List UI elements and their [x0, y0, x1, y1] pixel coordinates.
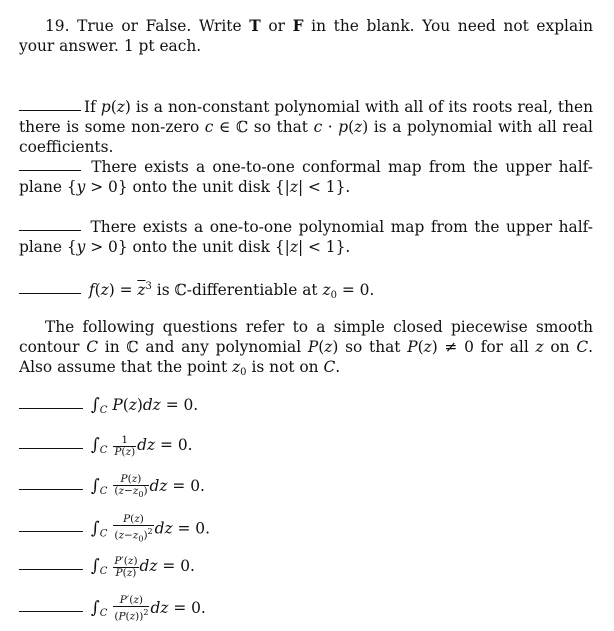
answer-blank-8[interactable]	[19, 531, 83, 532]
answer-blank-3[interactable]	[19, 230, 81, 231]
integral-item-5: $\int_C$ $\frac{P'(z)}{P(z)}$ dz = 0.	[19, 555, 593, 577]
tf-statement-4: $f(z) = \overline{z}^3$ is ℂ-differentiable at $z_0 = 0$.	[19, 277, 593, 306]
contour-intro: The following questions refer to a simple closed piecewise smooth contour C in ℂ and any polynomial P(z) so that P(z) ≠ 0 for all z on C. Also assume that the point $z_0$ is not on C.	[19, 318, 593, 378]
question-number: 19.	[45, 17, 70, 35]
answer-blank-6[interactable]	[19, 448, 83, 449]
answer-blank-10[interactable]	[19, 611, 83, 612]
answer-blank-9[interactable]	[19, 569, 83, 570]
answer-blank-1[interactable]	[19, 110, 81, 111]
tf-statement-3: There exists a one-to-one polynomial map from the upper half-plane {y > 0} onto the unit disk {|z| < 1}.	[19, 218, 593, 256]
integral-item-4: $\int_C$ $\frac{P(z)}{(z-z_0)^2}$ dz = 0.	[19, 514, 593, 536]
integral-item-2: $\int_C$ $\frac{1}{P(z)}$ dz = 0.	[19, 434, 593, 456]
integral-item-3: $\int_C$ $\frac{P(z)}{(z-z_0)}$ dz = 0.	[19, 474, 593, 496]
integral-item-6: $\int_C$ $\frac{P'(z)}{(P(z))^2}$ dz = 0.	[19, 595, 593, 617]
answer-blank-7[interactable]	[19, 489, 83, 490]
question-header: 19. True or False. Write T or F in the blank. You need not explain your answer. 1 pt each.	[19, 17, 593, 55]
tf-statement-1: If p(z) is a non-constant polynomial with all of its roots real, then there is some non-zero c ∈ ℂ so that c · p(z) is a polynomial with all real coefficients.	[19, 98, 594, 156]
integral-item-1: $\int_C$ P(z)dz = 0.	[19, 394, 593, 416]
tf-statement-2: There exists a one-to-one conformal map from the upper half-plane {y > 0} onto the unit disk {|z| < 1}.	[19, 158, 593, 196]
answer-blank-2[interactable]	[19, 170, 81, 171]
answer-blank-5[interactable]	[19, 408, 83, 409]
answer-blank-4[interactable]	[19, 293, 81, 294]
